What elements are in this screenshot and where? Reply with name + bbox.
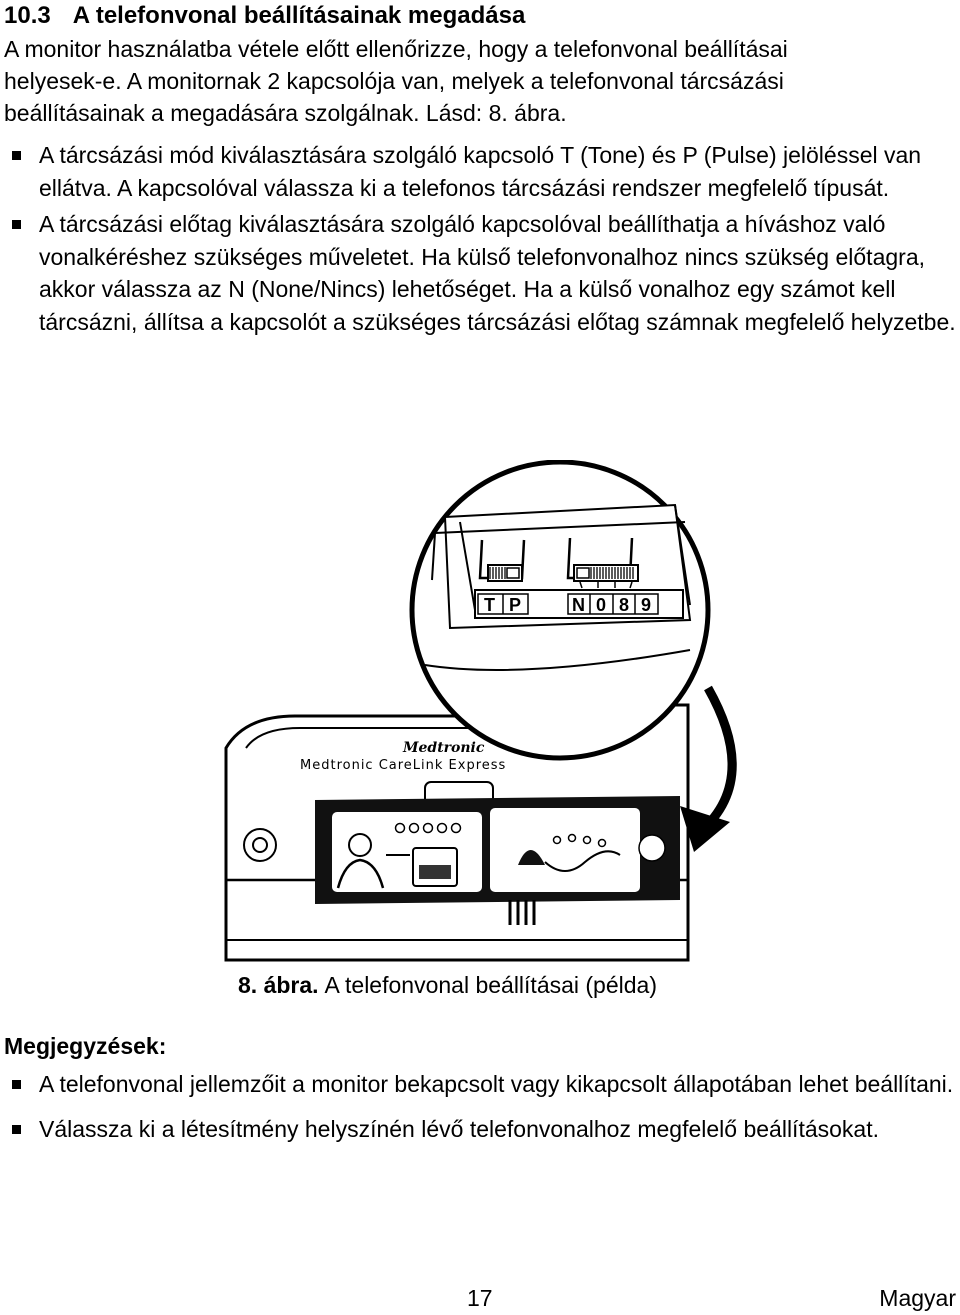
page-number: 17 [467, 1285, 493, 1311]
intro-paragraph [4, 33, 954, 129]
intro-line: A monitor használatba vétele előtt ellenőrizze, hogy a telefonvonal beállításai [4, 36, 788, 62]
list-item [4, 1113, 956, 1146]
figure-caption [238, 969, 657, 1001]
section-title: A telefonvonal beállításainak megadása [72, 2, 526, 29]
switch-label-9: 9 [641, 595, 652, 615]
product-label: Medtronic CareLink Express [300, 758, 507, 773]
switch-bullet-list [4, 139, 956, 338]
note-text: A telefonvonal jellemzőit a monitor bekapcsolt vagy kikapcsolt állapotában lehet beállítani. [39, 1071, 954, 1097]
monitor-illustration [220, 460, 960, 975]
brand-label: Medtronic [403, 740, 485, 756]
square-bullet-icon [12, 151, 21, 160]
square-bullet-icon [12, 1125, 21, 1134]
switch-label-n: N [572, 595, 585, 615]
intro-line: beállításainak a megadására szolgálnak. Lásd: 8. ábra. [4, 100, 567, 126]
switch-label-p: P [509, 595, 522, 615]
notes-title: Megjegyzések: [4, 1033, 167, 1059]
note-text: Válassza ki a létesítmény helyszínén lévő telefonvonalhoz megfelelő beállításokat. [39, 1115, 879, 1142]
figure-8-monitor-illustration [220, 460, 960, 975]
switch-label-t: T [484, 595, 495, 615]
bullet-text: A tárcsázási mód kiválasztására szolgáló kapcsoló T (Tone) és P (Pulse) jelöléssel van ellátva. A kapcsolóval válassza ki a telefonos tárcsázási rendszer megfelelő típusát. [39, 142, 922, 201]
square-bullet-icon [12, 220, 21, 229]
section-heading [4, 0, 525, 32]
section-number: 10.3 [4, 2, 51, 29]
switch-label-0: 0 [596, 595, 607, 615]
caption-text: A telefonvonal beállításai (példa) [324, 972, 657, 998]
list-item [4, 1068, 956, 1101]
notes-list [4, 1068, 956, 1145]
square-bullet-icon [12, 1080, 21, 1089]
list-item [4, 139, 956, 204]
zoom-detail [412, 462, 708, 758]
intro-line: helyesek-e. A monitornak 2 kapcsolója van, melyek a telefonvonal tárcsázási [4, 68, 784, 94]
list-item [4, 208, 956, 338]
switch-label-8: 8 [619, 595, 630, 615]
bullet-text: A tárcsázási előtag kiválasztására szolgáló kapcsolóval beállíthatja a híváshoz való vonalkéréshez szükséges műveletet. Ha külső telefonvonalhoz nincs szükség előtagra, akkor válassza az N (None/Nincs) lehetőséget. Ha a külső vonalhoz egy számot kell tárcsázni, állítsa a kapcsolót a szükséges tárcsázási előtag számnak megfelelő helyzetbe. [39, 211, 956, 335]
caption-label: 8. ábra. [238, 972, 319, 998]
footer-language: Magyar [879, 1285, 956, 1311]
